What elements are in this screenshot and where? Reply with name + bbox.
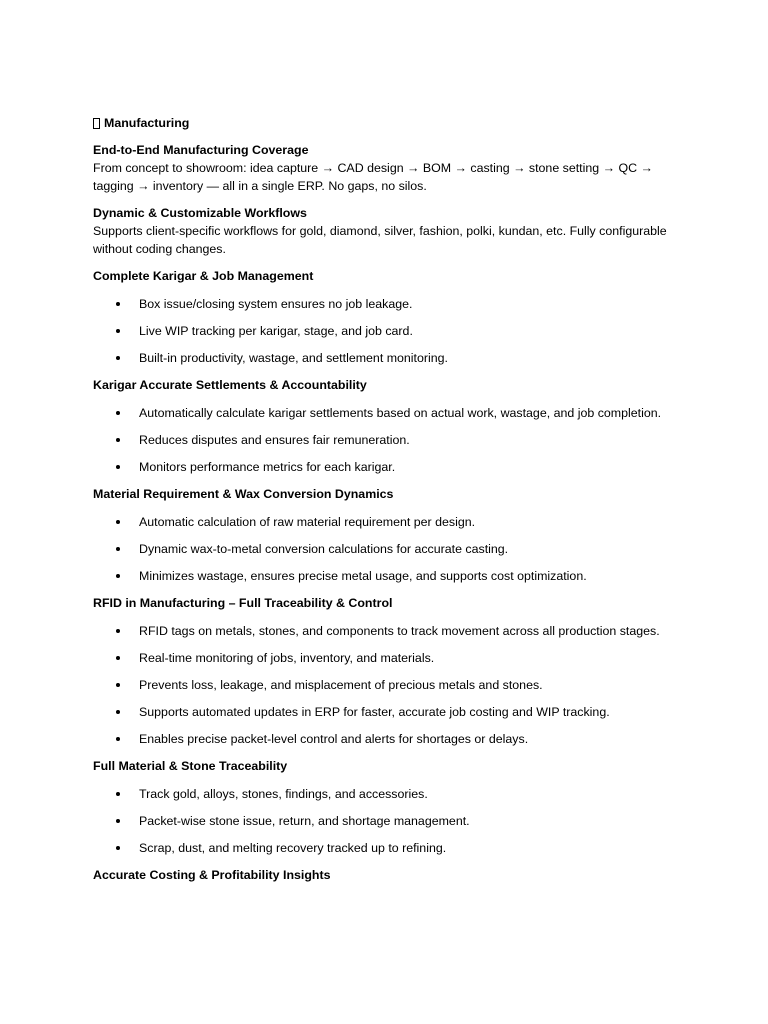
section-heading: Karigar Accurate Settlements & Accountability <box>93 378 367 392</box>
bullet-icon <box>116 356 120 360</box>
list-item <box>93 349 683 367</box>
list-item-text: Track gold, alloys, stones, findings, and accessories. <box>139 787 428 801</box>
list-item <box>93 839 683 857</box>
bullet-icon <box>116 302 120 306</box>
list-item <box>93 404 683 422</box>
bullet-list <box>93 513 683 585</box>
bullet-icon <box>116 819 120 823</box>
section-heading: Full Material & Stone Traceability <box>93 759 288 773</box>
sections-container <box>93 141 683 884</box>
bullet-icon <box>116 846 120 850</box>
list-item-text: Minimizes wastage, ensures precise metal usage, and supports cost optimization. <box>139 569 587 583</box>
list-item-text: RFID tags on metals, stones, and components to track movement across all production stages. <box>139 624 660 638</box>
list-item <box>93 812 683 830</box>
section-body: From concept to showroom: idea capture → CAD design → BOM → casting → stone setting → QC → tagging → inventory — all in a single ERP. No gaps, no silos. <box>93 161 653 193</box>
section-heading: Dynamic & Customizable Workflows <box>93 206 307 220</box>
list-item-text: Automatically calculate karigar settlements based on actual work, wastage, and job completion. <box>139 406 662 420</box>
section <box>93 757 683 857</box>
section <box>93 141 683 195</box>
section-heading: Accurate Costing & Profitability Insights <box>93 868 331 882</box>
list-item <box>93 676 683 694</box>
bullet-icon <box>116 547 120 551</box>
list-item-text: Live WIP tracking per karigar, stage, and job card. <box>139 324 413 338</box>
document-title-row <box>93 114 683 132</box>
section-heading: RFID in Manufacturing – Full Traceability & Control <box>93 596 393 610</box>
list-item-text: Supports automated updates in ERP for faster, accurate job costing and WIP tracking. <box>139 705 610 719</box>
document-page <box>93 114 683 893</box>
section <box>93 594 683 748</box>
list-item-text: Real-time monitoring of jobs, inventory, and materials. <box>139 651 435 665</box>
bullet-icon <box>116 520 120 524</box>
list-item-text: Monitors performance metrics for each karigar. <box>139 460 396 474</box>
bullet-list <box>93 295 683 367</box>
list-item-text: Scrap, dust, and melting recovery tracked up to refining. <box>139 841 447 855</box>
section <box>93 376 683 476</box>
list-item <box>93 431 683 449</box>
list-item <box>93 540 683 558</box>
list-item <box>93 703 683 721</box>
bullet-icon <box>116 465 120 469</box>
list-item <box>93 622 683 640</box>
list-item <box>93 567 683 585</box>
bullet-icon <box>116 438 120 442</box>
list-item-text: Reduces disputes and ensures fair remuneration. <box>139 433 410 447</box>
document-title: Manufacturing <box>104 116 190 130</box>
bullet-icon <box>116 656 120 660</box>
section <box>93 267 683 367</box>
list-item-text: Built-in productivity, wastage, and settlement monitoring. <box>139 351 448 365</box>
section-heading: Complete Karigar & Job Management <box>93 269 314 283</box>
bullet-icon <box>116 629 120 633</box>
bullet-icon <box>116 574 120 578</box>
list-item <box>93 730 683 748</box>
section-heading: Material Requirement & Wax Conversion Dynamics <box>93 487 394 501</box>
section-heading: End-to-End Manufacturing Coverage <box>93 143 309 157</box>
bullet-icon <box>116 710 120 714</box>
bullet-icon <box>116 683 120 687</box>
missing-glyph-icon <box>93 118 100 129</box>
bullet-icon <box>116 411 120 415</box>
list-item-text: Enables precise packet-level control and alerts for shortages or delays. <box>139 732 529 746</box>
list-item-text: Prevents loss, leakage, and misplacement of precious metals and stones. <box>139 678 543 692</box>
list-item <box>93 513 683 531</box>
list-item-text: Packet-wise stone issue, return, and shortage management. <box>139 814 470 828</box>
list-item <box>93 322 683 340</box>
section <box>93 204 683 258</box>
list-item <box>93 649 683 667</box>
bullet-icon <box>116 329 120 333</box>
list-item-text: Automatic calculation of raw material requirement per design. <box>139 515 476 529</box>
section-body: Supports client-specific workflows for gold, diamond, silver, fashion, polki, kundan, etc. Fully configurable without coding changes. <box>93 224 667 256</box>
list-item-text: Dynamic wax-to-metal conversion calculations for accurate casting. <box>139 542 509 556</box>
section <box>93 866 683 884</box>
bullet-icon <box>116 792 120 796</box>
bullet-icon <box>116 737 120 741</box>
section <box>93 485 683 585</box>
bullet-list <box>93 622 683 748</box>
list-item <box>93 785 683 803</box>
bullet-list <box>93 404 683 476</box>
list-item-text: Box issue/closing system ensures no job leakage. <box>139 297 413 311</box>
bullet-list <box>93 785 683 857</box>
list-item <box>93 295 683 313</box>
list-item <box>93 458 683 476</box>
